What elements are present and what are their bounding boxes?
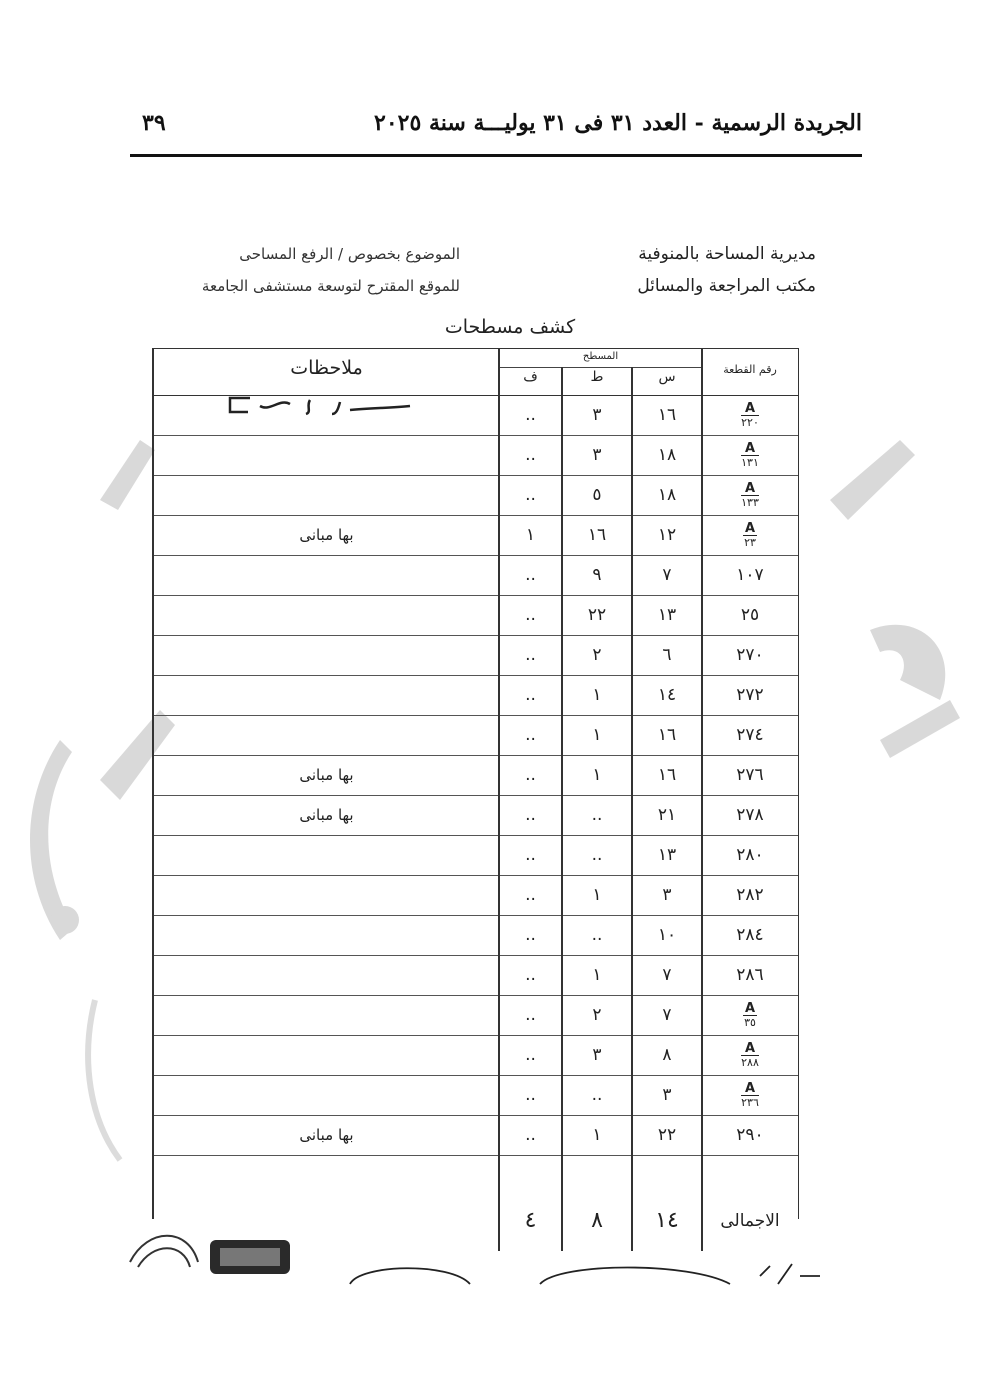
cell-notes: [154, 915, 499, 955]
total-f: ٤: [524, 1208, 537, 1233]
plot-fraction-top: A: [741, 1042, 759, 1056]
plot-fraction: [743, 1002, 757, 1029]
cell-t: ٢: [592, 1005, 602, 1025]
subject-block: [160, 238, 460, 302]
cell-notes: [154, 995, 499, 1035]
cell-f: ..: [525, 925, 536, 945]
cell-t: ..: [591, 1085, 603, 1105]
cell-f: ..: [525, 1045, 536, 1065]
cell-f: ..: [525, 605, 536, 625]
cell-plot-number: ٢٨٢: [736, 885, 764, 905]
plot-fraction: [741, 1082, 759, 1109]
plot-fraction-bottom: ٢٨٨: [741, 1055, 759, 1069]
plot-fraction-bottom: ٣٥: [744, 1015, 756, 1029]
subject-line-1: الموضوع بخصوص / الرفع المساحى: [239, 245, 460, 263]
cell-plot-number: [702, 1075, 798, 1115]
cell-plot-number: ٢٧٤: [736, 725, 764, 745]
cell-plot-number: [702, 435, 798, 475]
cell-plot-number: ٢٨٠: [736, 845, 764, 865]
cell-s: ١٢: [657, 525, 677, 545]
cell-s: ٨: [662, 1045, 672, 1065]
cell-s: ٧: [662, 1005, 672, 1025]
plot-fraction-top: A: [741, 482, 759, 496]
header-area: المسطح: [582, 351, 619, 362]
cell-f: ..: [525, 565, 536, 585]
cell-s: ٢٢: [657, 1125, 677, 1145]
cell-t: ١: [592, 725, 602, 745]
plot-fraction-bottom: ٢٣٦: [741, 1095, 759, 1109]
plot-fraction-top: A: [741, 442, 759, 456]
cell-s: ٧: [662, 965, 672, 985]
plot-fraction-top: A: [744, 520, 756, 536]
col-divider-t: [561, 367, 563, 1251]
header-notes: ملاحظات: [290, 357, 363, 379]
cell-plot-number: [702, 475, 798, 515]
cell-t: ٣: [592, 445, 602, 465]
cell-t: ١: [592, 885, 602, 905]
plot-fraction-bottom: ١٣٣: [741, 495, 759, 509]
cell-f: ..: [525, 845, 536, 865]
cell-plot-number: ٢٧٦: [736, 765, 764, 785]
cell-s: ١٨: [657, 445, 677, 465]
org-block: [556, 238, 816, 302]
cell-s: ١٦: [657, 765, 677, 785]
cell-notes: [154, 475, 499, 515]
cell-notes: بها مبانى: [299, 1126, 354, 1144]
cell-s: ١٠: [657, 925, 677, 945]
cell-plot-number: ٢٧٢: [736, 685, 764, 705]
cell-t: ٢: [592, 645, 602, 665]
org-line-2: مكتب المراجعة والمسائل: [637, 276, 816, 296]
cell-notes: [154, 555, 499, 595]
plot-fraction: [741, 1042, 759, 1069]
plot-fraction: [741, 402, 759, 429]
gazette-title: الجريدة الرسمية - العدد ٣١ فى ٣١ يوليـــة سنة ٢٠٢٥: [374, 110, 862, 136]
header-s: س: [658, 369, 676, 385]
cell-t: ٢٢: [587, 605, 607, 625]
header-t: ط: [590, 369, 604, 385]
cell-f: ..: [525, 1125, 536, 1145]
plot-fraction-bottom: ٢٢٠: [741, 415, 759, 429]
cell-t: ..: [591, 925, 603, 945]
cell-s: ٣: [662, 885, 672, 905]
cell-t: ..: [591, 845, 603, 865]
cell-notes: [154, 595, 499, 635]
cell-s: ١٦: [657, 405, 677, 425]
cell-notes: بها مبانى: [299, 526, 354, 544]
official-stamp: [128, 1222, 328, 1282]
header-f: ف: [523, 369, 538, 385]
cell-plot-number: ٢٧٨: [736, 805, 764, 825]
subject-line-2: للموقع المقترح لتوسعة مستشفى الجامعة: [201, 277, 460, 295]
cell-notes: بها مبانى: [299, 806, 354, 824]
header-rule: [130, 154, 862, 157]
cell-f: ..: [525, 725, 536, 745]
cell-notes: [154, 435, 499, 475]
cell-s: ٧: [662, 565, 672, 585]
page-number: ٣٩: [142, 110, 166, 136]
cell-s: ١٣: [657, 845, 677, 865]
org-line-1: مديرية المساحة بالمنوفية: [638, 244, 816, 264]
plot-fraction: [741, 482, 759, 509]
cell-notes: [154, 875, 499, 915]
document-title: كشف مسطحات: [444, 316, 576, 338]
plot-fraction-bottom: ٢٣: [744, 535, 756, 549]
cell-f: ..: [525, 1085, 536, 1105]
cell-f: ١: [525, 525, 536, 545]
cell-t: ١: [592, 965, 602, 985]
cell-t: ١: [592, 685, 602, 705]
cell-notes: [154, 1075, 499, 1115]
cell-t: ٣: [592, 1045, 602, 1065]
cell-plot-number: [702, 995, 798, 1035]
cell-s: ٢١: [657, 805, 677, 825]
cell-f: ..: [525, 965, 536, 985]
cell-notes: [154, 635, 499, 675]
handwritten-scribble: [220, 392, 420, 422]
total-s: ١٤: [655, 1208, 679, 1233]
cell-t: ١٦: [587, 525, 607, 545]
plot-fraction: [741, 442, 759, 469]
col-divider-s: [631, 367, 633, 1251]
cell-notes: [154, 1035, 499, 1075]
cell-f: ..: [525, 885, 536, 905]
cell-notes: [154, 715, 499, 755]
header-area-divider: [499, 367, 702, 368]
cell-plot-number: [702, 515, 798, 555]
cell-plot-number: ٢٨٦: [736, 965, 764, 985]
plot-fraction-bottom: ١٣١: [741, 455, 759, 469]
cell-t: ٣: [592, 405, 602, 425]
cell-f: ..: [525, 445, 536, 465]
cell-s: ١٦: [657, 725, 677, 745]
plot-fraction: [743, 522, 757, 549]
cell-f: ..: [525, 1005, 536, 1025]
cell-plot-number: [702, 395, 798, 435]
plot-fraction-top: A: [741, 1082, 759, 1096]
cell-plot-number: ٢٧٠: [736, 645, 764, 665]
areas-table: [152, 348, 799, 1233]
cell-plot-number: ٢٥: [740, 605, 760, 625]
cell-s: ٦: [662, 645, 672, 665]
cell-t: ٥: [592, 485, 602, 505]
cell-f: ..: [525, 485, 536, 505]
cell-notes: [154, 675, 499, 715]
cell-notes: [154, 835, 499, 875]
running-header: [130, 108, 862, 148]
cell-t: ٩: [592, 565, 602, 585]
cell-f: ..: [525, 645, 536, 665]
cell-plot-number: ٢٨٤: [736, 925, 764, 945]
cell-t: ..: [591, 805, 603, 825]
cell-f: ..: [525, 685, 536, 705]
cell-s: ٣: [662, 1085, 672, 1105]
cell-plot-number: [702, 1035, 798, 1075]
cell-s: ١٤: [657, 685, 677, 705]
total-label: الاجمالى: [720, 1211, 780, 1231]
cell-f: ..: [525, 765, 536, 785]
col-divider-plot: [701, 349, 703, 1251]
header-plot: رقم القطعة: [723, 363, 777, 376]
cell-f: ..: [525, 405, 536, 425]
plot-fraction-top: A: [744, 1000, 756, 1016]
cell-plot-number: ١٠٧: [736, 565, 764, 585]
cell-t: ١: [592, 1125, 602, 1145]
cell-f: ..: [525, 805, 536, 825]
total-t: ٨: [591, 1208, 603, 1233]
plot-fraction-top: A: [741, 402, 759, 416]
cell-plot-number: ٢٩٠: [736, 1125, 764, 1145]
cell-notes: بها مبانى: [299, 766, 354, 784]
cell-s: ١٨: [657, 485, 677, 505]
col-divider-f: [498, 349, 500, 1251]
bottom-signatures: [330, 1256, 830, 1286]
cell-notes: [154, 955, 499, 995]
cell-s: ١٣: [657, 605, 677, 625]
cell-t: ١: [592, 765, 602, 785]
